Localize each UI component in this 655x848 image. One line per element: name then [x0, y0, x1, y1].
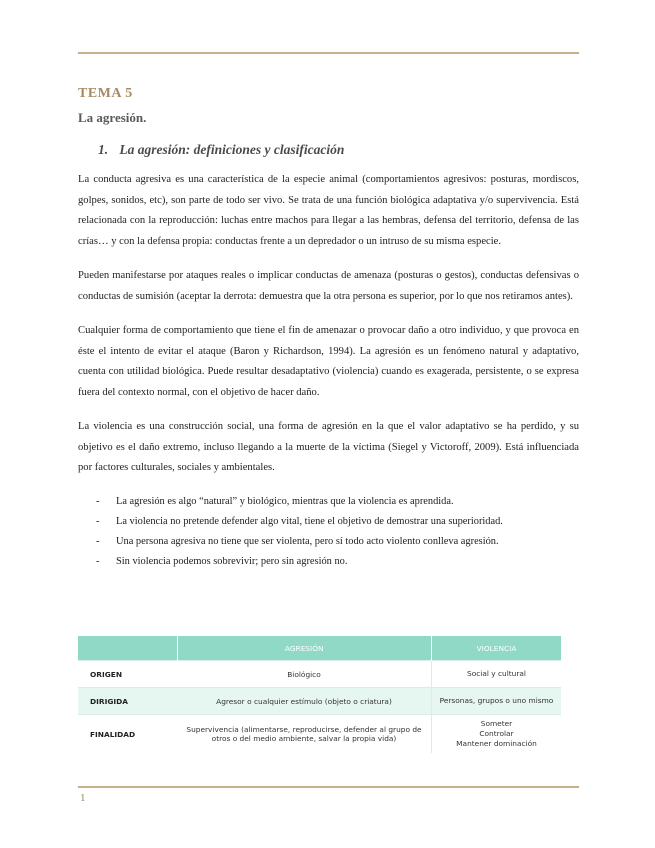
footer-rule [78, 786, 579, 788]
bullet-item [78, 552, 579, 572]
cell-violencia-origen: Social y cultural [432, 661, 562, 688]
paragraph-4: La violencia es una construcción social, una forma de agresión en la que el valor adaptativo se ha perdido, y su objetivo es el daño extremo, incluso llegando a la muerte de la víctima (Siegel y Victoroff, 2009). Está influenciada por factores culturales, sociales y ambientales. [78, 421, 579, 473]
page-number: 1 [80, 792, 86, 804]
bullet-item [78, 512, 579, 532]
bullet-text: Una persona agresiva no tiene que ser violenta, pero sí todo acto violento conlleva agresión. [116, 535, 499, 547]
comparison-table [78, 636, 561, 753]
violencia-finalidad-line: Mantener dominación [456, 739, 537, 748]
bullet-list [78, 492, 579, 572]
bullet-text: La violencia no pretende defender algo vital, tiene el objetivo de demostrar una superioridad. [116, 515, 503, 527]
header-rule [78, 52, 579, 54]
bullet-marker: - [96, 535, 100, 547]
violencia-finalidad-line: Someter [480, 719, 513, 728]
bullet-marker: - [96, 515, 100, 527]
cell-violencia-finalidad [432, 715, 562, 754]
bullet-text: La agresión es algo “natural” y biológico, mientras que la violencia es aprendida. [116, 495, 454, 507]
cell-agresion-finalidad: Supervivencia (alimentarse, reproducirse, defender al grupo de otros o del medio ambiente, salvar la propia vida) [177, 715, 432, 754]
paragraph-2: Pueden manifestarse por ataques reales o implicar conductas de amenaza (posturas o gestos), conductas defensivas o conductas de sumisión (aceptar la derrota: demuestra que la otra persona es superior, por lo que nos retiramos antes). [78, 270, 579, 302]
cell-agresion-dirigida: Agresor o cualquier estímulo (objeto o criatura) [177, 688, 432, 715]
chapter-title: TEMA 5 [78, 86, 133, 101]
bullet-text: Sin violencia podemos sobrevivir; pero sin agresión no. [116, 555, 348, 567]
section-title: La agresión: definiciones y clasificación [119, 142, 345, 157]
section-heading [98, 142, 579, 158]
chapter-subtitle: La agresión. [78, 110, 147, 125]
bullet-item [78, 532, 579, 552]
table-header-violencia: VIOLENCIA [432, 636, 562, 661]
violencia-finalidad-line: Controlar [479, 729, 514, 738]
table-row [78, 688, 561, 715]
cell-violencia-dirigida: Personas, grupos o uno mismo [432, 688, 562, 715]
bullet-marker: - [96, 495, 100, 507]
table-header-agresion: AGRESIÓN [177, 636, 432, 661]
row-label-origen: ORIGEN [78, 661, 177, 688]
paragraph-1: La conducta agresiva es una característica de la especie animal (comportamientos agresivos: posturas, mordiscos, golpes, sonidos, etc), son parte de todo ser vivo. Se trata de una función biológica adaptativa y/o supervivencia. Está relacionada con la reproducción: luchas entre machos para llegar a las hembras, defensa del territorio, defensa de las crías… y con la defensa propia: conductas frente a un depredador o un intruso de su misma especie. [78, 174, 579, 247]
bullet-item [78, 492, 579, 512]
cell-agresion-origen: Biológico [177, 661, 432, 688]
table-header-row [78, 636, 561, 661]
table-row [78, 715, 561, 754]
table-row [78, 661, 561, 688]
document-body [78, 86, 579, 572]
table-header-empty [78, 636, 177, 661]
section-number: 1. [98, 142, 109, 157]
row-label-finalidad: FINALIDAD [78, 715, 177, 754]
bullet-marker: - [96, 555, 100, 567]
row-label-dirigida: DIRIGIDA [78, 688, 177, 715]
paragraph-3: Cualquier forma de comportamiento que tiene el fin de amenazar o provocar daño a otro individuo, y que provoca en éste el intento de evitar el ataque (Baron y Richardson, 1994). La agresión es un fenómeno natural y adaptativo, cuenta con utilidad biológica. Puede resultar desadaptativo (violencia) cuando es exagerada, persistente, o se expresa fuera del contexto normal, con el objetivo de hacer daño. [78, 325, 579, 398]
